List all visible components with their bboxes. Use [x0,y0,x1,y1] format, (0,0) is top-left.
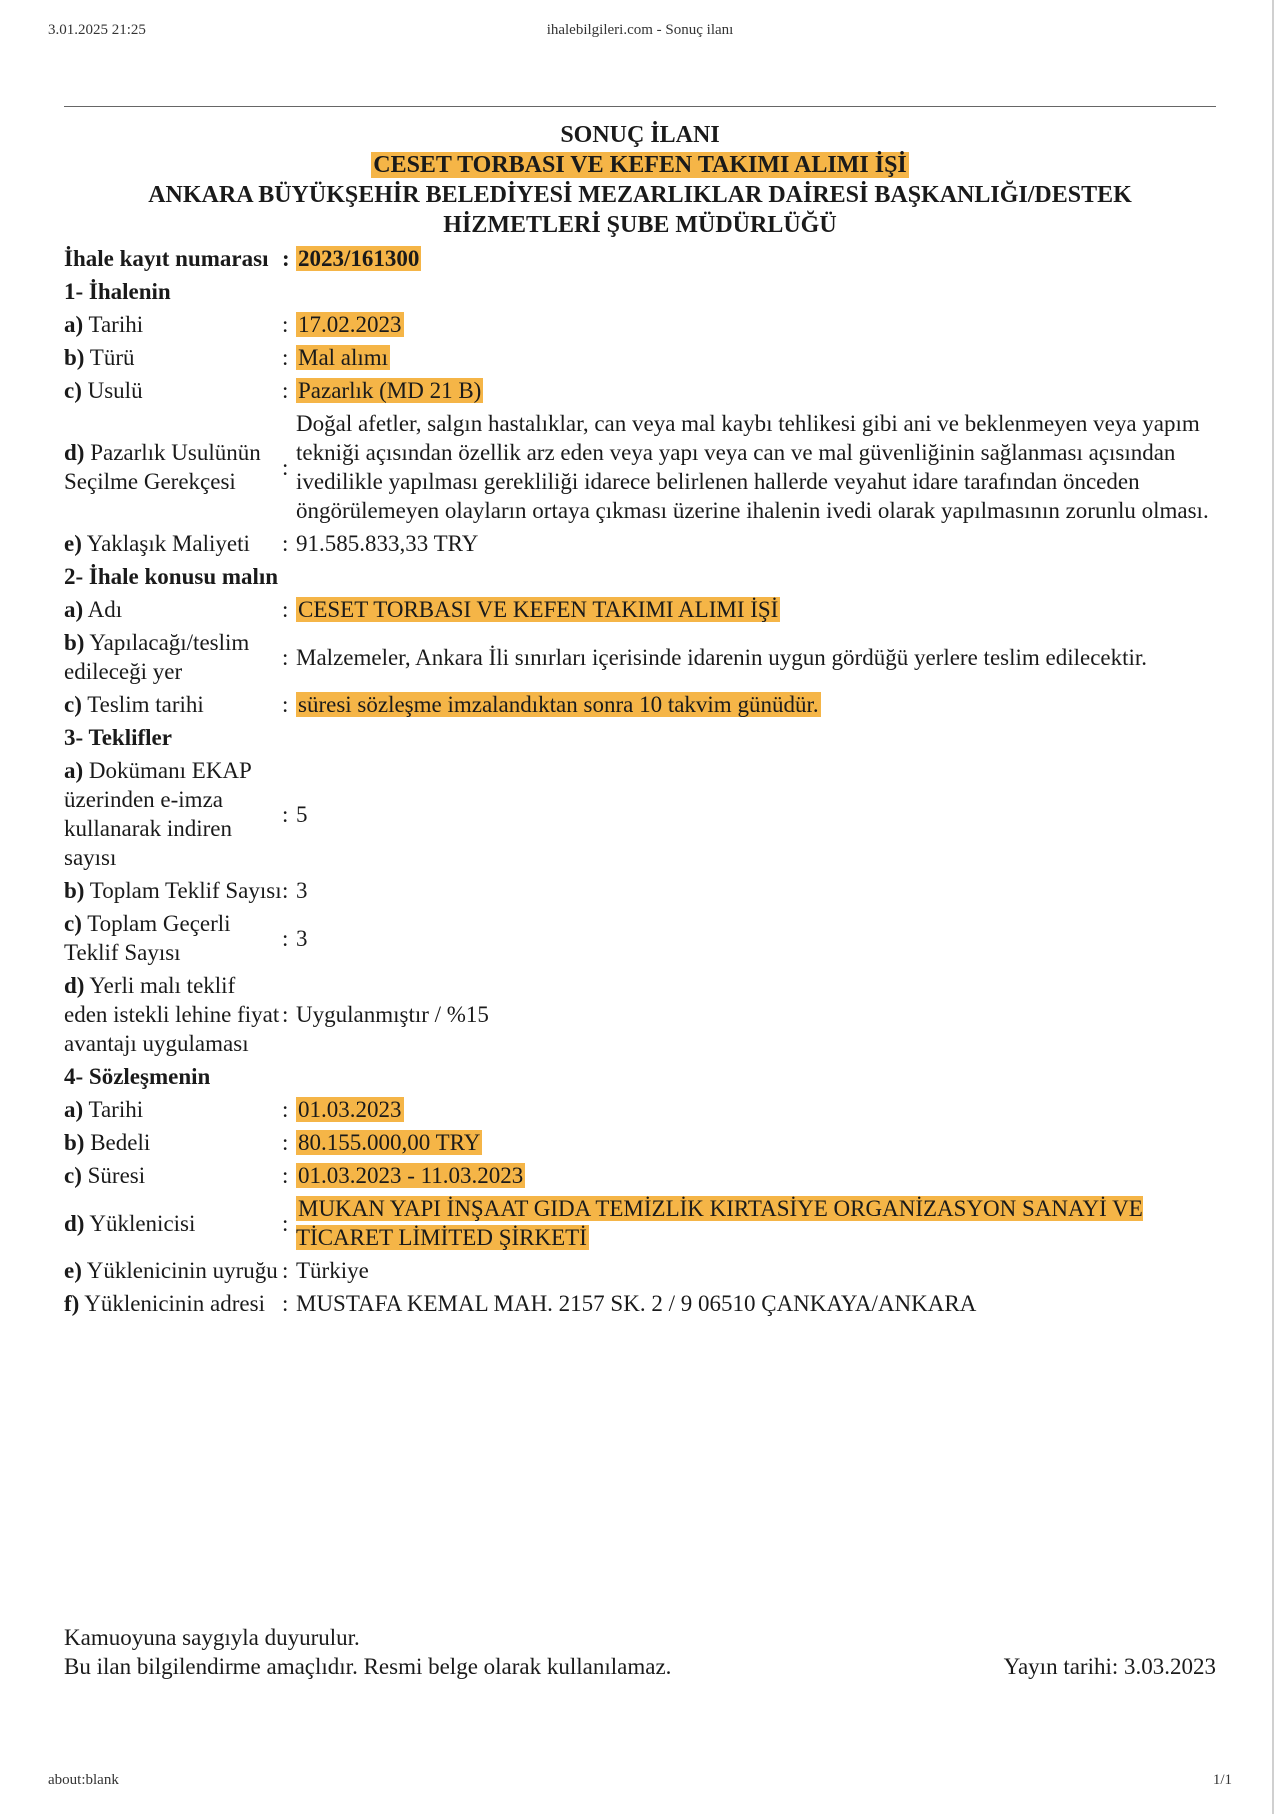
field-key: c) [64,692,82,717]
contractor-address-value: MUSTAFA KEMAL MAH. 2157 SK. 2 / 9 06510 ÇANKAYA/ANKARA [296,1291,977,1316]
section-header-tender [64,275,1218,308]
colon-separator: : [282,1097,289,1122]
field-label: Teslim tarihi [81,692,204,717]
publication-date: Yayın tarihi: 3.03.2023 [1003,1654,1216,1679]
field-row-contractor-nationality [64,1254,1218,1287]
field-row-tender-type [64,341,1218,374]
procedure-justification-value: Doğal afetler, salgın hastalıklar, can veya mal kaybı tehlikesi gibi ani ve beklenmeyen veya yapım tekniği açısından özellik arz eden veya yapı veya can ve mal güvenliğinin sağlanması açısından ivedilikle yapılması gerekliliği idarece belirlenen hallerde veyahut idare tarafından önceden öngörülemeyen olayların ortaya çıkması üzerine ihalenin ivedi olarak yapılmasının zorunlu olması. [296,411,1209,523]
field-row-contractor-address [64,1287,1218,1320]
field-label: Yüklenicisi [84,1210,196,1236]
field-key: b) [64,630,85,655]
field-label: Süresi [81,1163,146,1188]
tender-procedure-value: Pazarlık (MD 21 B) [298,378,482,403]
field-key: b) [64,1130,85,1155]
colon-separator: : [282,692,289,717]
field-key: f) [64,1291,80,1316]
tender-subject-title: CESET TORBASI VE KEFEN TAKIMI ALIMI İŞİ [373,152,907,178]
field-row-delivery-date [64,688,1218,721]
colon-separator: : [282,312,289,337]
section-title: 2- İhale konusu malın [64,564,279,589]
field-key: a) [64,758,84,783]
section-title: 3- Teklifler [64,725,172,750]
print-site-title: ihalebilgileri.com - Sonuç ilanı [546,22,734,38]
field-row-valid-bids [64,907,1218,969]
contract-duration-value: 01.03.2023 - 11.03.2023 [298,1163,524,1188]
delivery-date-value: süresi sözleşme imzalandıktan sonra 10 takvim günüdür. [298,692,819,717]
field-row-domestic-price-advantage [64,969,1218,1060]
field-label: Bedeli [84,1130,151,1155]
field-label: Yapılacağı/teslim edileceği yer [64,630,250,684]
field-key: c) [64,1163,82,1188]
contract-date-value: 01.03.2023 [298,1097,402,1122]
field-label: Usulü [81,378,143,403]
colon-separator: : [282,378,289,403]
field-row-tender-procedure [64,374,1218,407]
contract-price-value: 80.155.000,00 TRY [298,1130,481,1155]
tender-type-value: Mal alımı [298,345,389,370]
field-key: c) [64,378,82,403]
disclaimer-text: Bu ilan bilgilendirme amaçlıdır. Resmi belge olarak kullanılamaz. [64,1654,672,1679]
colon-separator: : [282,1163,289,1188]
field-label: Toplam Teklif Sayısı [84,878,282,903]
page-indicator: 1/1 [1212,1772,1232,1788]
domestic-price-advantage-value: Uygulanmıştır / %15 [296,1002,489,1027]
field-label: İhale kayıt numarası [64,246,269,271]
field-label: Türü [84,345,135,370]
section-header-goods [64,560,1218,593]
document-type-title: SONUÇ İLANI [560,122,720,148]
colon-separator: : [282,1210,289,1236]
field-label: Tarihi [83,312,144,337]
authority-name-line2: HİZMETLERİ ŞUBE MÜDÜRLÜĞÜ [443,212,837,238]
page-edge [1272,0,1274,1814]
field-key: e) [64,531,82,556]
closing-block [64,1623,1216,1681]
print-url: about:blank [48,1772,119,1788]
colon-separator: : [282,925,289,951]
browser-print-footer [48,1772,1232,1792]
field-key: d) [64,1210,85,1236]
field-row-contract-date [64,1093,1218,1126]
colon-separator: : [282,345,289,370]
colon-separator: : [282,597,289,622]
closing-announcement: Kamuoyuna saygıyla duyurulur. [64,1625,360,1650]
field-row-goods-name [64,593,1218,626]
field-label: Tarihi [83,1097,144,1122]
field-row-contractor [64,1192,1218,1254]
goods-name-value: CESET TORBASI VE KEFEN TAKIMI ALIMI İŞİ [298,597,779,622]
field-row-procedure-justification [64,407,1218,527]
colon-separator: : [282,1291,289,1316]
delivery-place-value: Malzemeler, Ankara İli sınırları içerisinde idarenin uygun gördüğü yerlere teslim edilecektir. [296,644,1148,670]
field-key: d) [64,973,85,998]
field-key: b) [64,345,85,370]
section-title: 4- Sözleşmenin [64,1064,211,1089]
contractor-value: MUKAN YAPI İNŞAAT GIDA TEMİZLİK KIRTASİYE ORGANİZASYON SANAYİ VE TİCARET LİMİTED ŞİRKETİ [296,1196,1143,1250]
tender-date-value: 17.02.2023 [298,312,402,337]
print-datetime: 3.01.2025 21:25 [48,22,146,38]
field-row-total-bids [64,874,1218,907]
field-label: Yüklenicinin uyruğu [81,1258,278,1283]
notice-header [64,120,1216,240]
field-key: d) [64,440,85,465]
field-key: c) [64,911,82,936]
field-row-contract-duration [64,1159,1218,1192]
field-row-contract-price [64,1126,1218,1159]
estimated-cost-value: 91.585.833,33 TRY [296,531,479,556]
section-header-contract [64,1060,1218,1093]
field-row-tender-date [64,308,1218,341]
valid-bids-value: 3 [296,925,308,951]
field-row-registry [64,242,1218,275]
colon-separator: : [282,1002,289,1027]
document-downloads-value: 5 [296,801,308,827]
field-row-estimated-cost [64,527,1218,560]
notice-fields-table [64,242,1218,1320]
contractor-nationality-value: Türkiye [296,1258,369,1283]
field-label: Yüklenicinin adresi [79,1291,265,1316]
field-label: Toplam Geçerli Teklif Sayısı [64,911,231,965]
field-label: Pazarlık Usulünün Seçilme Gerekçesi [64,440,261,494]
field-label: Adı [83,597,123,622]
colon-separator: : [282,531,289,556]
field-key: a) [64,1097,84,1122]
field-label: Dokümanı EKAP üzerinden e-imza kullanarak indiren sayısı [64,758,251,870]
colon-separator: : [282,1130,289,1155]
field-key: b) [64,878,85,903]
colon-separator: : [282,454,289,480]
field-label: Yerli malı teklif eden istekli lehine fiyat avantajı uygulaması [64,973,280,1056]
field-label: Yaklaşık Maliyeti [81,531,250,556]
field-key: e) [64,1258,82,1283]
section-header-bids [64,721,1218,754]
authority-name-line1: ANKARA BÜYÜKŞEHİR BELEDİYESİ MEZARLIKLAR DAİRESİ BAŞKANLIĞI/DESTEK [148,182,1132,208]
header-divider [64,106,1216,107]
field-key: a) [64,597,84,622]
colon-separator: : [282,878,289,903]
colon-separator: : [282,644,289,670]
colon-separator: : [282,1258,289,1283]
field-row-delivery-place [64,626,1218,688]
field-key: a) [64,312,84,337]
section-title: 1- İhalenin [64,279,171,304]
colon-separator: : [282,246,290,271]
registry-number: 2023/161300 [298,246,420,271]
colon-separator: : [282,801,289,827]
field-row-document-downloads [64,754,1218,874]
browser-print-header [48,22,1232,42]
total-bids-value: 3 [296,878,308,903]
